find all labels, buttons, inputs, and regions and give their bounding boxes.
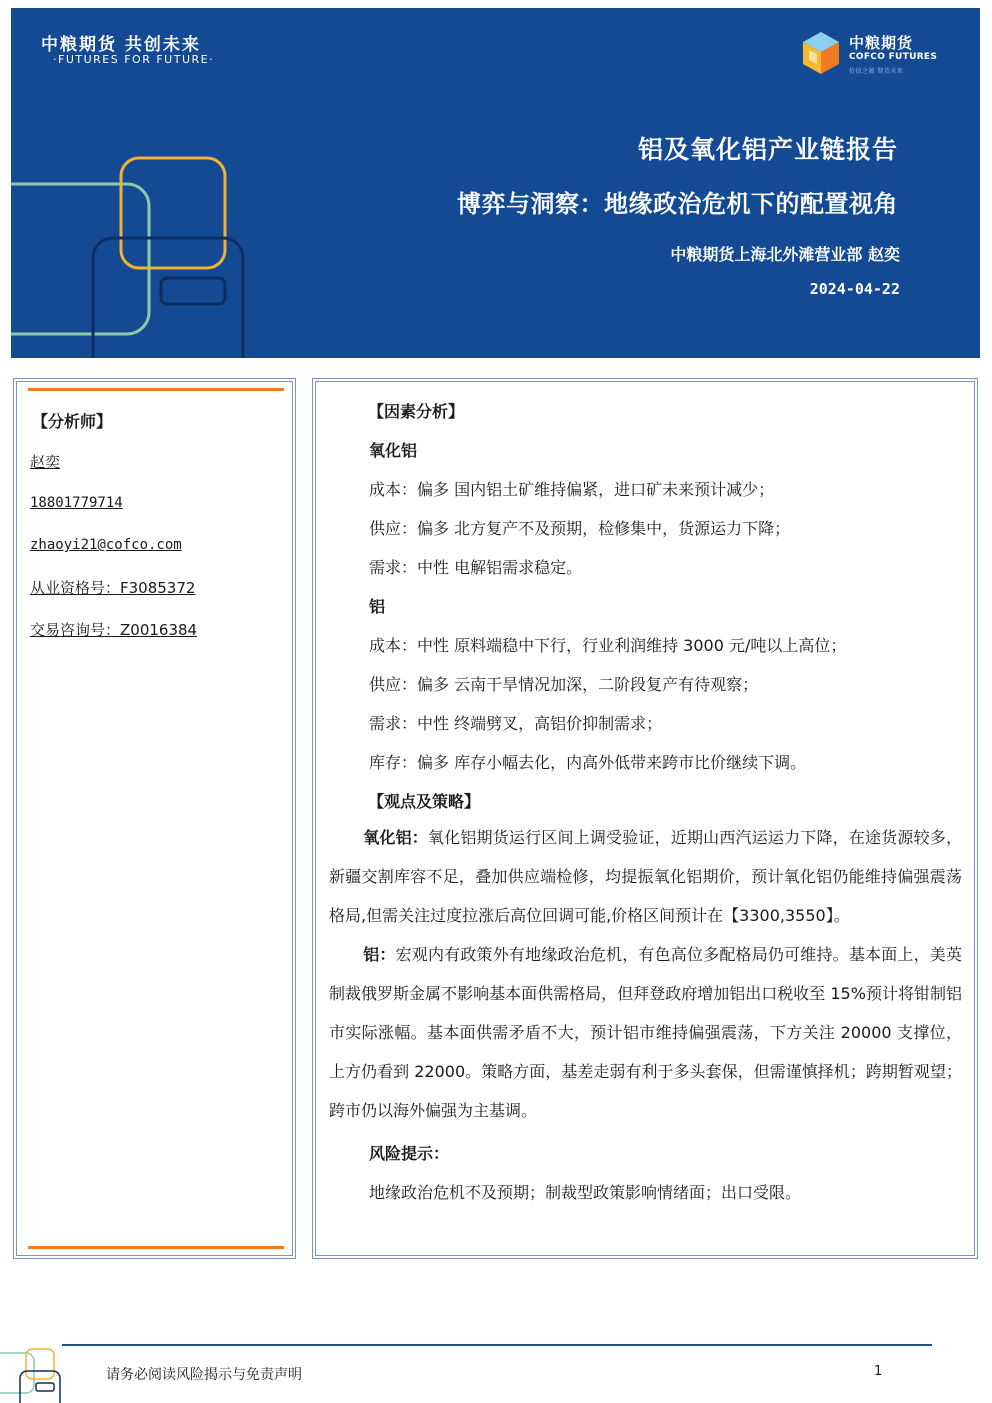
alumina-view-paragraph [329,818,962,935]
analyst-heading: 【分析师】 [32,412,113,431]
alumina-view-label: 氧化铝： [363,828,428,847]
analyst-phone[interactable]: 18801779714 [30,495,123,511]
logo-en: COFCO FUTURES [849,52,938,62]
analyst-consult-number[interactable]: 交易咨询号：Z0016384 [30,621,198,639]
aluminum-demand: 需求：中性 终端劈叉，高铝价抑制需求； [369,714,663,733]
footer-disclaimer-note: 请务必阅读风险揭示与免责声明 [106,1367,302,1383]
page-number: 1 [874,1364,883,1379]
alumina-demand: 需求：中性 电解铝需求稳定。 [369,558,583,577]
views-heading: 【观点及策略】 [368,792,481,811]
factors-heading: 【因素分析】 [368,402,465,421]
risk-heading: 风险提示： [369,1144,450,1163]
cube-logo-icon [799,30,843,78]
logo-tagline: 价值之源 期货未来 [849,68,904,75]
analyst-email[interactable]: zhaoyi21@cofco.com [30,537,182,553]
aluminum-cost: 成本：中性 原料端稳中下行，行业利润维持 3000 元/吨以上高位； [369,636,847,655]
risk-text: 地缘政治危机不及预期；制裁型政策影响情绪面；出口受限。 [369,1183,802,1202]
orange-divider-bottom [28,1246,284,1249]
aluminum-view-text: 宏观内有政策外有地缘政治危机，有色高位多配格局仍可维持。基本面上，美英制裁俄罗斯金属不影响基本面供需格局，但拜登政府增加铝出口税收至 15%预计将钳制铝市实际涨幅。基本面供需矛盾不大，预计铝市维持偏强震荡，下方关注 20000 支撑位，上方仍看到 22000。策略方面，基差走弱有利于多头套保，但需谨慎择机；跨期暂观望；跨市仍以海外偏强为主基调。 [329,945,962,1120]
slogan-en: ·FUTURES FOR FUTURE· [53,53,215,66]
aluminum-view-paragraph [329,935,962,1130]
alumina-title: 氧化铝 [369,441,418,460]
analyst-license[interactable]: 从业资格号：F3085372 [30,579,196,597]
logo-cn: 中粮期货 [849,34,914,52]
orange-divider-top [28,388,284,391]
alumina-cost: 成本：偏多 国内铝土矿维持偏紧，进口矿未来预计减少； [369,480,775,499]
alumina-supply: 供应：偏多 北方复产不及预期，检修集中，货源运力下降； [369,519,791,538]
slogan-cn: 中粮期货 共创未来 [41,35,201,55]
alumina-view-text: 氧化铝期货运行区间上调受验证，近期山西汽运运力下降，在途货源较多，新疆交割库容不足，叠加供应端检修，均提振氧化铝期价，预计氧化铝仍能维持偏强震荡格局,但需关注过度拉涨后高位回调可能,价格区间预计在【3300,3550】。 [329,828,962,925]
decorative-rounded-squares [11,148,271,358]
aluminum-title: 铝 [369,597,386,616]
report-department-author: 中粮期货上海北外滩营业部 赵奕 [670,245,900,264]
report-date: 2024-04-22 [809,280,900,298]
analyst-panel [13,378,296,1259]
report-title: 铝及氧化铝产业链报告 [637,135,898,164]
company-logo [797,26,957,82]
report-subtitle: 博弈与洞察：地缘政治危机下的配置视角 [457,190,898,218]
footer-decorative-squares [0,1345,70,1403]
footer-divider [62,1344,932,1346]
aluminum-supply: 供应：偏多 云南干旱情况加深，二阶段复产有待观察； [369,675,759,694]
aluminum-inventory: 库存：偏多 库存小幅去化，内高外低带来跨市比价继续下调。 [369,753,807,772]
header-banner [11,8,980,358]
analyst-name[interactable]: 赵奕 [30,453,61,471]
aluminum-view-label: 铝： [363,945,396,964]
analysis-panel [312,378,978,1259]
